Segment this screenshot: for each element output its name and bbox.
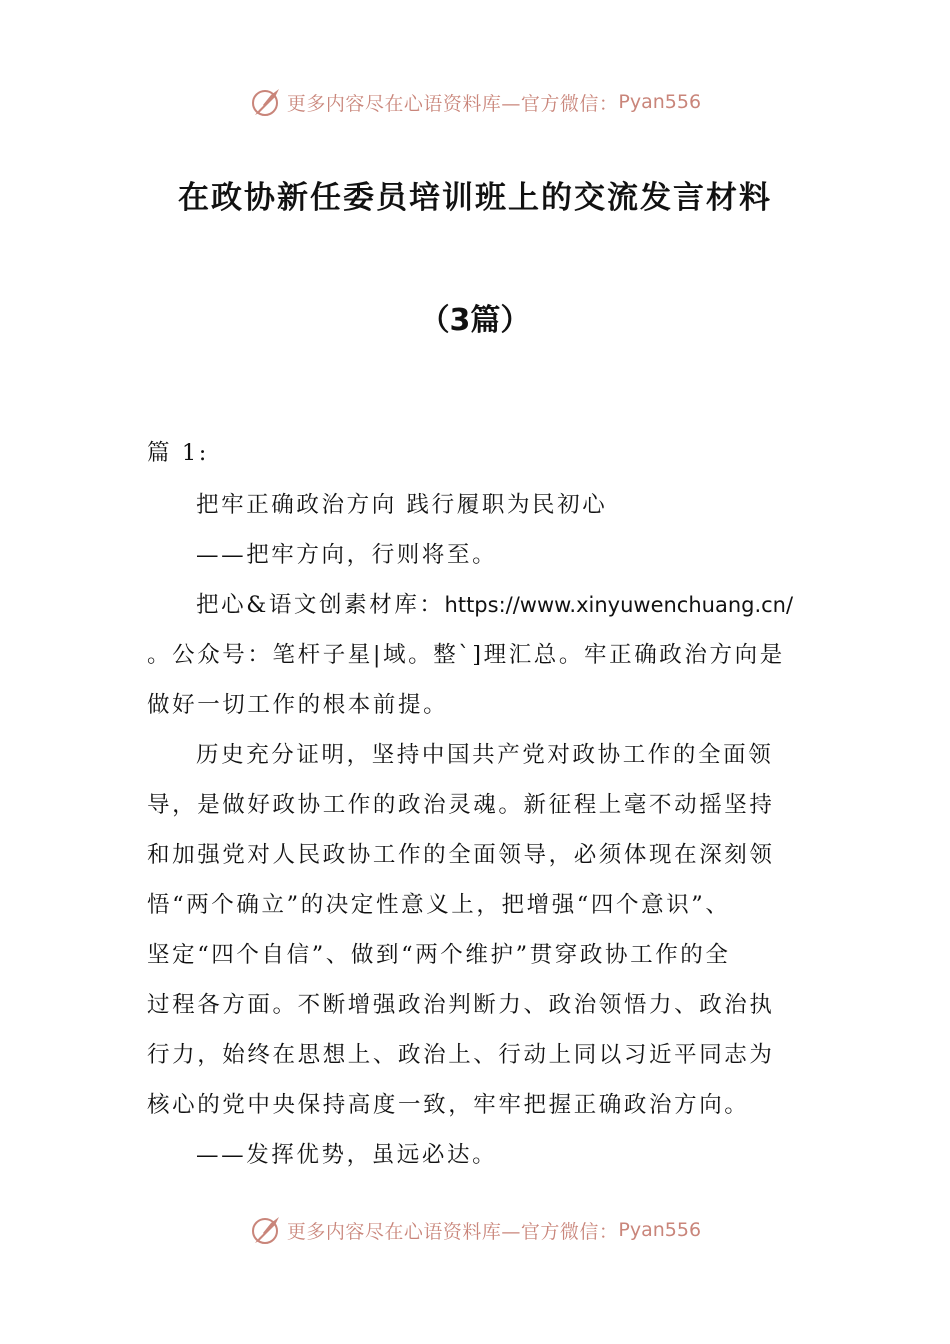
quill-pen-icon: [249, 85, 283, 119]
paragraph-line: 核心的党中央保持高度一致，牢牢把握正确政治方向。: [147, 1092, 750, 1118]
watermark-wechat-id: Pyan556: [618, 91, 702, 113]
paragraph-line: 做好一切工作的根本前提。: [147, 692, 449, 718]
section-label: 篇 1:: [147, 440, 209, 466]
source-prefix: 把心&语文创素材库：: [196, 592, 445, 618]
paragraph-line: 。公众号：笔杆子星|域。整`]理汇总。牢正确政治方向是: [147, 642, 785, 668]
watermark-wechat-id: Pyan556: [618, 1219, 702, 1241]
watermark-text: 更多内容尽在心语资料库—官方微信：: [286, 1220, 619, 1243]
document-title: 在政协新任委员培训班上的交流发言材料: [178, 180, 772, 216]
watermark-text: 更多内容尽在心语资料库—官方微信：: [286, 92, 619, 115]
paragraph-line: 历史充分证明，坚持中国共产党对政协工作的全面领: [196, 742, 774, 768]
paragraph-line: 和加强党对人民政协工作的全面领导，必须体现在深刻领: [147, 842, 775, 868]
paragraph-line: 行力，始终在思想上、政治上、行动上同以习近平同志为: [147, 1042, 775, 1068]
source-url-link[interactable]: https://www.xinyuwenchuang.cn/: [444, 593, 794, 617]
paragraph-line: 悟“两个确立”的决定性意义上，把增强“四个意识”、: [147, 892, 731, 918]
source-line: [196, 590, 793, 620]
paragraph-line: 导，是做好政协工作的政治灵魂。新征程上毫不动摇坚持: [147, 792, 775, 818]
heading-advantage: ——发挥优势，虽远必达。: [196, 1142, 498, 1168]
paragraph-line: 过程各方面。不断增强政治判断力、政治领悟力、政治执: [147, 992, 775, 1018]
header-watermark: [0, 82, 950, 122]
paragraph-line: 坚定“四个自信”、做到“两个维护”贯穿政协工作的全: [147, 942, 731, 968]
document-subtitle: （3篇）: [419, 303, 531, 338]
heading-direction: ——把牢方向，行则将至。: [196, 542, 498, 568]
article-title: 把牢正确政治方向 践行履职为民初心: [196, 492, 608, 518]
footer-watermark: [0, 1210, 950, 1250]
quill-pen-icon: [249, 1213, 283, 1247]
